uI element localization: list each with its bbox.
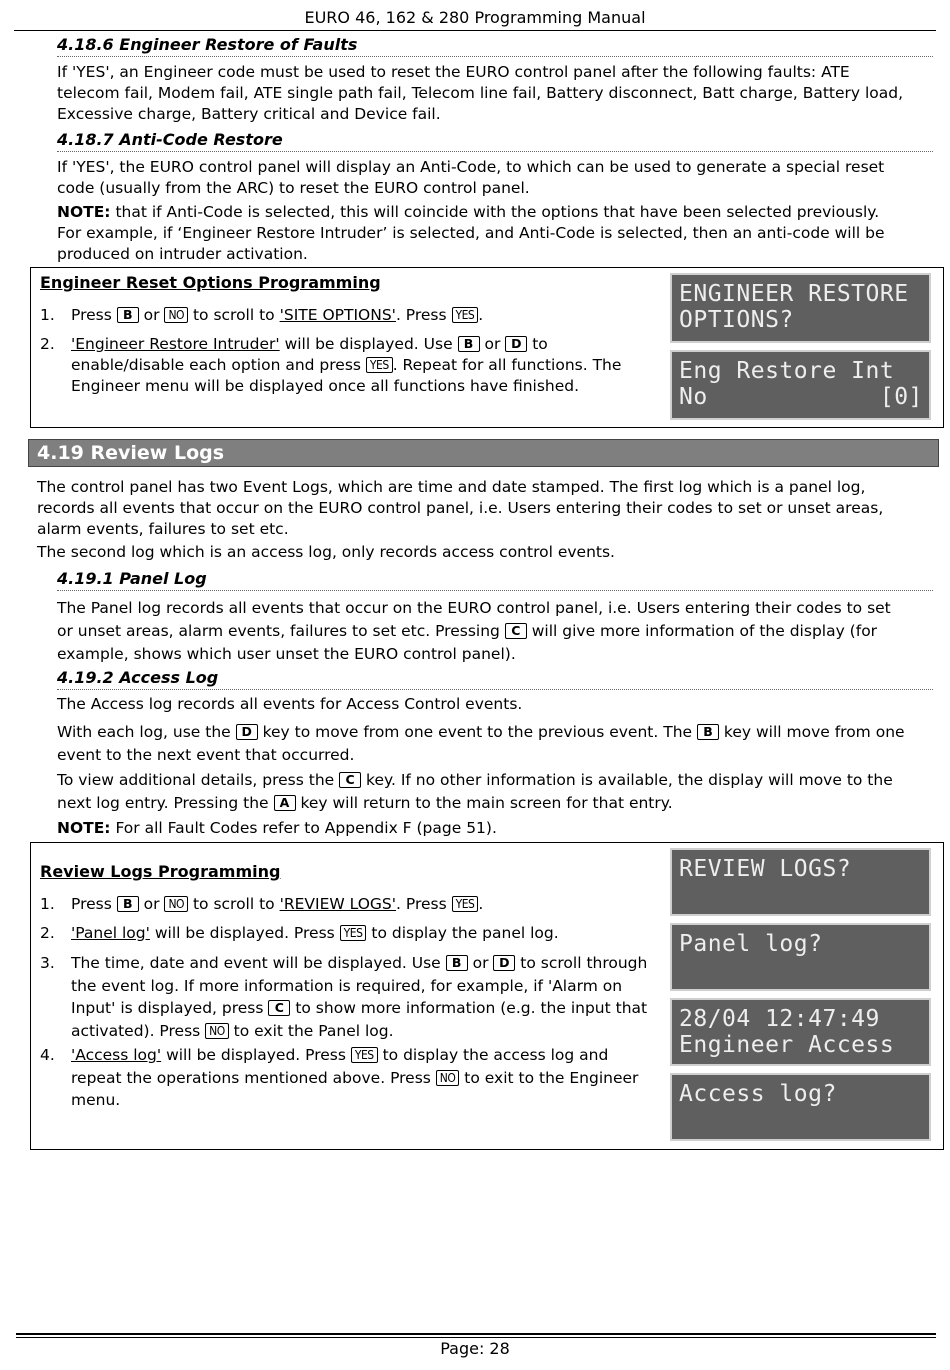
step-text: to scroll through the event log. If more information is required, for example, if 'Alarm on Input' is displayed, press xyxy=(71,954,648,1017)
paragraph-log-navigation xyxy=(57,721,907,767)
step-text: to scroll to xyxy=(188,895,280,913)
header-divider xyxy=(14,30,936,31)
paragraph-access-control: The Access log records all events for Access Control events. xyxy=(57,695,523,713)
key-a: A xyxy=(274,795,296,811)
key-b: B xyxy=(697,724,719,740)
menu-ref: 'Access log' xyxy=(71,1046,162,1064)
lcd-line: REVIEW LOGS? xyxy=(679,856,852,882)
step-text: will be displayed. Use xyxy=(279,335,458,353)
lcd-line: No [0] xyxy=(679,384,923,410)
heading-divider xyxy=(57,590,933,591)
step-text: or xyxy=(138,895,165,913)
step-number: 4. xyxy=(40,1046,55,1064)
key-c: C xyxy=(339,772,361,788)
paragraph-event-logs: The control panel has two Event Logs, which are time and date stamped. The first log which is a panel log, records all events that occur on the EURO control panel, i.e. Users entering their codes to set or unset areas, alarm events, failures to set etc. xyxy=(37,478,884,538)
lcd-line: Panel log? xyxy=(679,931,823,957)
key-b: B xyxy=(117,307,139,323)
step-text: . Press xyxy=(395,306,452,324)
key-b: B xyxy=(117,896,139,912)
lcd-display-eng-restore-int xyxy=(670,350,931,420)
page-number: Page: 28 xyxy=(440,1339,510,1358)
key-no: NO xyxy=(164,896,188,912)
lcd-display-engineer-restore xyxy=(670,273,931,343)
box-title: Review Logs Programming xyxy=(40,862,281,881)
text: will give more information of the display (for example, shows which user unset the EURO control panel). xyxy=(57,622,878,663)
key-d: D xyxy=(493,955,515,971)
step-item xyxy=(40,305,650,326)
paragraph-anti-code: If 'YES', the EURO control panel will display an Anti-Code, to which can be used to generate a special reset code (usually from the ARC) to reset the EURO control panel. xyxy=(57,158,885,197)
text: To view additional details, press the xyxy=(57,771,340,789)
step-number: 1. xyxy=(40,306,55,324)
step-text: or xyxy=(138,306,165,324)
note-text: For all Fault Codes refer to Appendix F (page 51). xyxy=(110,819,497,837)
lcd-line: OPTIONS? xyxy=(679,307,794,333)
steps-list xyxy=(40,305,650,405)
text: key will return to the main screen for that entry. xyxy=(295,794,673,812)
lcd-line: Engineer Access xyxy=(679,1032,895,1058)
step-number: 2. xyxy=(40,335,55,353)
lcd-display-log-entry xyxy=(670,998,931,1066)
step-text: to exit to the Engineer menu. xyxy=(71,1068,639,1109)
key-d: D xyxy=(505,336,527,352)
step-item xyxy=(40,923,650,944)
step-text: . xyxy=(478,306,484,324)
page-header: EURO 46, 162 & 280 Programming Manual xyxy=(304,8,646,27)
lcd-line: Eng Restore Int xyxy=(679,358,895,384)
step-text: to enable/disable each option and press xyxy=(71,335,548,374)
lcd-display-panel-log xyxy=(670,923,931,991)
menu-ref: 'Panel log' xyxy=(71,924,150,942)
note-label: NOTE: xyxy=(57,819,111,837)
section-heading-4-19-2: 4.19.2 Access Log xyxy=(57,668,219,687)
step-number: 2. xyxy=(40,924,55,942)
step-number: 3. xyxy=(40,954,55,972)
section-heading-4-18-6: 4.18.6 Engineer Restore of Faults xyxy=(57,35,358,54)
step-text: . Press xyxy=(396,895,452,913)
step-number: 1. xyxy=(40,895,55,913)
step-item xyxy=(40,952,650,1042)
paragraph-additional-details xyxy=(57,769,907,815)
step-text: . xyxy=(478,895,484,913)
lcd-display-access-log xyxy=(670,1073,931,1141)
key-c: C xyxy=(268,1000,290,1016)
text: The Panel log records all events that occur on the EURO control panel, i.e. Users entering their codes to set or unset areas, alarm events, failures to set etc. Pressing xyxy=(57,599,891,640)
key-b: B xyxy=(458,336,480,352)
menu-ref: 'REVIEW LOGS' xyxy=(279,895,397,913)
paragraph-engineer-restore: If 'YES', an Engineer code must be used to reset the EURO control panel after the following faults: ATE telecom fail, Modem fail, ATE single path fail, Telecom line fail, Battery disconnect, Batt charge, Battery load, Excessive charge, Battery critical and Device fail. xyxy=(57,63,904,123)
step-text: to show more information (e.g. the input that activated). Press xyxy=(71,999,648,1040)
step-text: will be displayed. Press xyxy=(149,924,340,942)
note-fault-codes xyxy=(57,818,907,839)
note-text: that if Anti-Code is selected, this will coincide with the options that have been selected previously. For example, if ‘Engineer Restore Intruder’ is selected, and Anti-Code is selected, then an anti-code will be produced on intruder activation. xyxy=(57,203,885,263)
text: key to move from one event to the previous event. The xyxy=(257,723,697,741)
step-text: or xyxy=(479,335,506,353)
key-b: B xyxy=(446,955,468,971)
box-title: Engineer Reset Options Programming xyxy=(40,273,381,292)
step-text: to display the access log and repeat the operations mentioned above. Press xyxy=(71,1046,609,1087)
heading-divider xyxy=(57,56,933,57)
key-yes: YES xyxy=(351,1047,378,1063)
step-text: or xyxy=(467,954,494,972)
lcd-line: 28/04 12:47:49 xyxy=(679,1006,880,1032)
step-text: The time, date and event will be displayed. Use xyxy=(71,954,446,972)
note-label: NOTE: xyxy=(57,203,111,221)
step-text: to exit the Panel log. xyxy=(228,1021,394,1040)
section-heading-4-19-1: 4.19.1 Panel Log xyxy=(57,569,207,588)
note-anti-code xyxy=(57,202,907,265)
heading-divider xyxy=(57,689,933,690)
key-yes: YES xyxy=(452,896,479,912)
key-no: NO xyxy=(164,307,188,323)
key-yes: YES xyxy=(340,925,367,941)
key-no: NO xyxy=(205,1023,229,1039)
step-text: will be displayed. Press xyxy=(161,1046,351,1064)
step-item xyxy=(40,894,650,915)
step-text: Press xyxy=(71,306,117,324)
lcd-line: Access log? xyxy=(679,1081,837,1107)
menu-ref: 'Engineer Restore Intruder' xyxy=(71,335,280,353)
footer-divider xyxy=(16,1333,936,1335)
step-item xyxy=(40,334,650,397)
step-item xyxy=(40,1044,650,1112)
lcd-display-review-logs xyxy=(670,848,931,916)
text: key will move from one event to the next event that occurred. xyxy=(57,723,905,764)
text: key. If no other information is available, the display will move to the next log entry. Pressing the xyxy=(57,771,893,812)
lcd-line: ENGINEER RESTORE xyxy=(679,281,909,307)
menu-ref: 'SITE OPTIONS' xyxy=(279,306,396,324)
key-yes: YES xyxy=(452,307,479,323)
key-no: NO xyxy=(436,1070,460,1086)
paragraph-access-log: The second log which is an access log, only records access control events. xyxy=(37,543,615,561)
steps-list xyxy=(40,894,650,1120)
paragraph-panel-log xyxy=(57,597,907,666)
step-text: Press xyxy=(71,895,117,913)
key-yes: YES xyxy=(366,357,393,373)
key-d: D xyxy=(236,724,258,740)
text: With each log, use the xyxy=(57,723,236,741)
section-heading-4-18-7: 4.18.7 Anti-Code Restore xyxy=(57,130,283,149)
step-text: to display the panel log. xyxy=(366,924,559,942)
step-text: . Repeat for all functions. The Engineer menu will be displayed once all functions have finished. xyxy=(71,356,622,395)
heading-divider xyxy=(57,151,933,152)
section-bar-review-logs: 4.19 Review Logs xyxy=(28,439,939,467)
step-text: to scroll to xyxy=(188,306,280,324)
key-c: C xyxy=(505,623,527,639)
